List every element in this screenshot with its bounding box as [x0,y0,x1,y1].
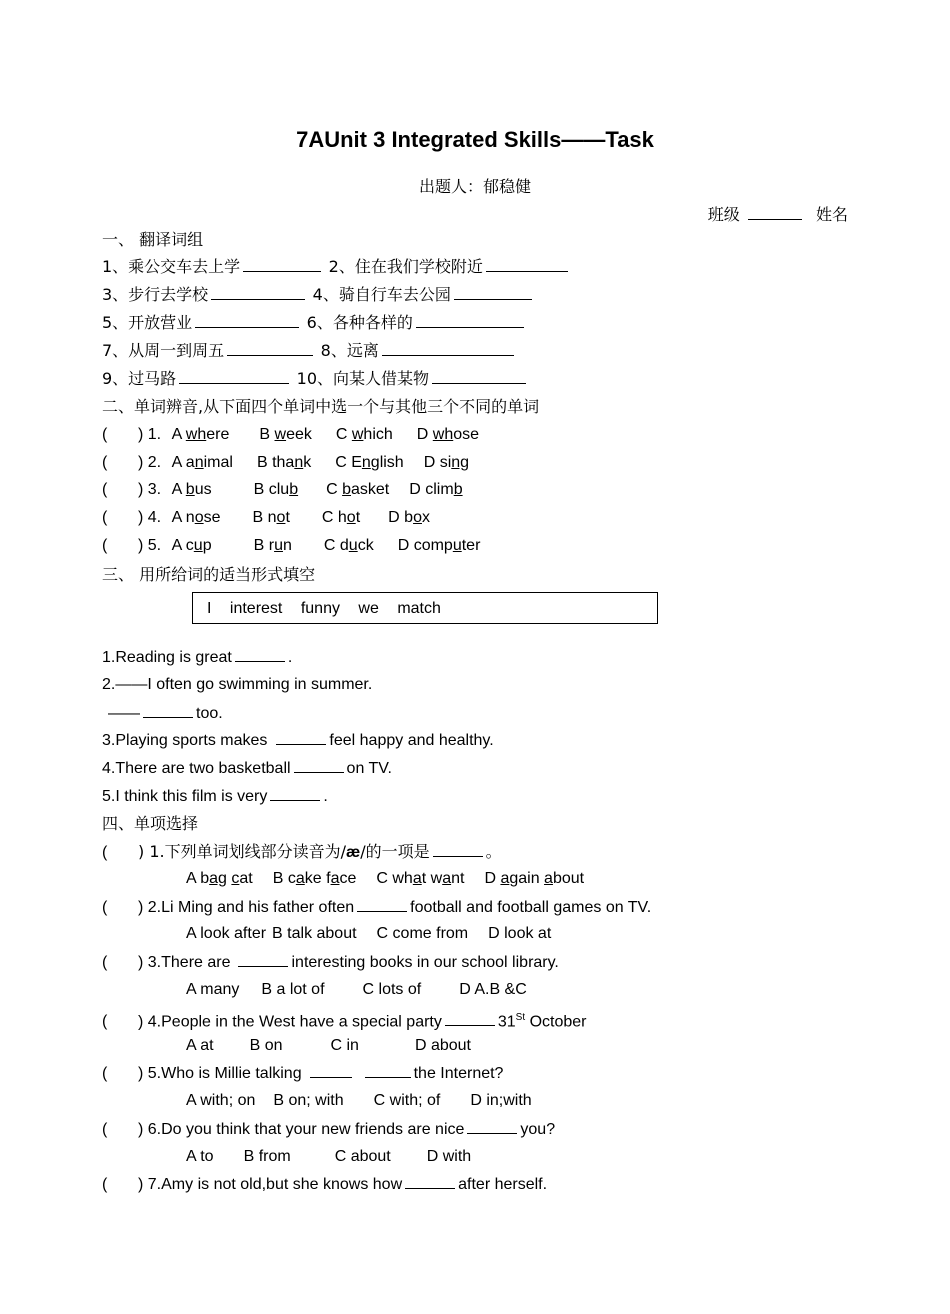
word-option[interactable]: A bus [171,481,212,498]
answer-paren[interactable]: ( [102,1176,108,1193]
word-option[interactable]: D climb [409,481,463,498]
question-text: ) 4.People in the West have a special party [138,1013,442,1031]
word-bank-box [192,592,658,624]
s1-row-3 [102,311,527,335]
answer-blank[interactable] [270,784,320,801]
s2-question-3 [102,478,463,502]
question-number: ) 3. [138,481,166,498]
word-option[interactable]: C which [335,426,393,443]
answer-paren[interactable]: ( [102,1065,108,1082]
s4-q1-options [186,867,584,891]
question-text: on TV. [346,760,392,777]
option[interactable]: A with; on [186,1092,256,1109]
word-option[interactable]: D sing [423,454,470,471]
word-bank-item: match [397,600,441,617]
s1-item-7: 7、从周一到周五 [102,341,225,360]
question-text: ) 3.There are [138,954,231,971]
s3-question-2: 2.——I often go swimming in summer. [102,676,373,693]
answer-paren[interactable]: ( [102,454,108,471]
question-text: 3.Playing sports makes [102,732,268,749]
answer-blank[interactable] [294,756,344,773]
answer-paren[interactable]: ( [102,1121,108,1138]
answer-blank[interactable] [445,1009,495,1026]
s1-row-5 [102,367,529,391]
answer-blank[interactable] [433,840,483,857]
question-text: 1.Reading is great [102,649,232,666]
word-option[interactable]: B run [253,537,292,554]
section3-heading: 三、 用所给词的适当形式填空 [102,565,316,584]
answer-blank[interactable] [195,311,299,328]
question-number: ) 5. [138,537,166,554]
s2-question-2 [102,451,469,475]
s2-question-1 [102,423,479,447]
author-line: 出题人：郁稳健 [418,177,531,196]
word-option[interactable]: B thank [256,454,312,471]
s4-question-2 [102,895,651,919]
s3-question-4 [102,756,392,780]
s4-question-3 [102,950,559,974]
answer-blank[interactable] [238,950,288,967]
option[interactable]: B from [243,1148,291,1165]
word-option[interactable]: A where [171,426,230,443]
option[interactable]: A look after [186,925,267,942]
word-option[interactable]: D box [388,509,430,526]
question-text: ) 2.Li Ming and his father often [138,899,355,916]
option[interactable]: B on [249,1037,283,1054]
answer-paren[interactable]: ( [102,844,108,861]
s4-question-6 [102,1117,555,1141]
answer-blank[interactable] [179,367,289,384]
question-text: ) 1.下列单词划线部分读音为/ [138,842,346,861]
option[interactable]: C come from [376,925,469,942]
answer-blank[interactable] [227,339,313,356]
phonetic-symbol: æ [346,844,361,861]
answer-blank[interactable] [211,283,305,300]
question-number: ) 1. [138,426,166,443]
word-option[interactable]: B week [259,426,312,443]
s1-row-2 [102,283,535,307]
class-name-line [708,202,848,225]
class-label: 班级 [707,205,740,224]
word-option[interactable]: D whose [416,426,480,443]
s2-question-5 [102,534,480,558]
answer-blank[interactable] [365,1061,411,1078]
question-text: football and football games on TV. [410,899,652,916]
answer-blank[interactable] [416,311,524,328]
option[interactable]: A at [186,1037,214,1054]
answer-paren[interactable]: ( [102,954,108,971]
s4-question-7 [102,1172,547,1196]
name-label: 姓名 [815,205,848,224]
question-text: ) 7.Amy is not old,but she knows how [138,1176,403,1193]
option[interactable]: B a lot of [261,981,325,998]
question-text: interesting books in our school library. [291,954,559,971]
option[interactable]: D about [414,1037,471,1054]
word-option[interactable]: C English [335,454,404,471]
word-bank-item: I [207,600,212,617]
s1-item-6: 6、各种各样的 [306,313,413,332]
s1-item-3: 3、步行去学校 [102,285,209,304]
option[interactable]: C about [334,1148,391,1165]
answer-blank[interactable] [382,339,514,356]
s1-item-4: 4、骑自行车去公园 [312,285,451,304]
s4-question-5 [102,1061,503,1085]
option[interactable]: D A.B &C [459,981,527,998]
question-text: ) 5.Who is Millie talking [138,1065,302,1082]
answer-paren[interactable]: ( [102,899,108,916]
answer-paren[interactable]: ( [102,509,108,526]
word-option[interactable]: A animal [171,454,233,471]
option[interactable]: B on; with [273,1092,344,1109]
word-option[interactable]: A nose [171,509,221,526]
s2-question-4 [102,506,430,530]
section1-heading: 一、 翻译词组 [102,230,204,249]
answer-blank[interactable] [357,895,407,912]
s4-q3-options [186,978,549,1002]
word-option[interactable]: C duck [323,537,374,554]
answer-paren[interactable]: ( [102,537,108,554]
question-number: ) 2. [138,454,166,471]
answer-blank[interactable] [310,1061,352,1078]
question-text: ) 6.Do you think that your new friends are nice [138,1121,465,1138]
answer-paren[interactable]: ( [102,481,108,498]
question-text: 4.There are two basketball [102,760,291,777]
word-bank-item: interest [229,600,283,617]
s1-item-5: 5、开放营业 [102,313,193,332]
s3-question-3 [102,728,494,752]
word-option[interactable]: A cup [171,537,212,554]
answer-blank[interactable] [243,255,321,272]
answer-blank[interactable] [486,255,568,272]
word-option[interactable]: C hot [321,509,361,526]
option[interactable]: D with [426,1148,472,1165]
question-text: the Internet? [413,1065,504,1082]
s4-q6-options [186,1145,493,1169]
option[interactable]: D look at [488,925,552,942]
s1-item-2: 2、住在我们学校附近 [328,257,483,276]
class-blank[interactable] [748,203,802,220]
s4-question-4 [102,1006,586,1030]
answer-blank[interactable] [276,728,326,745]
s1-item-1: 1、乘公交车去上学 [102,257,241,276]
page-title: 7AUnit 3 Integrated Skills——Task [296,127,654,152]
s4-q2-options [186,922,573,946]
question-text: 。 [485,842,502,861]
superscript: St [515,1012,526,1023]
answer-blank[interactable] [235,645,285,662]
option[interactable]: D again about [484,870,585,887]
option[interactable]: A bag cat [186,870,253,887]
word-option[interactable]: B club [253,481,299,498]
question-text: 5.I think this film is very [102,788,268,805]
option[interactable]: C with; of [373,1092,441,1109]
option[interactable]: C in [330,1037,359,1054]
option[interactable]: B cake face [272,870,357,887]
s1-item-10: 10、向某人借某物 [296,369,430,388]
question-number: ) 4. [138,509,166,526]
option[interactable]: A to [186,1148,214,1165]
answer-blank[interactable] [432,367,526,384]
option[interactable]: A many [186,981,240,998]
question-text: feel happy and healthy. [329,732,494,749]
s4-q4-options [186,1034,493,1058]
option[interactable]: D in;with [470,1092,532,1109]
question-text: after herself. [458,1176,548,1193]
s1-item-8: 8、远离 [320,341,379,360]
section2-heading: 二、单词辨音,从下面四个单词中选一个与其他三个不同的单词 [102,397,540,416]
s3-question-2-reply [108,701,223,725]
answer-blank[interactable] [467,1117,517,1134]
answer-paren[interactable]: ( [102,426,108,443]
question-text: too. [196,705,223,722]
section4-heading: 四、单项选择 [102,814,199,833]
option[interactable]: C lots of [362,981,422,998]
answer-blank[interactable] [405,1172,455,1189]
question-text: 31 [497,1013,516,1031]
word-bank-item: we [358,600,379,617]
option[interactable]: C what want [376,870,465,887]
s3-question-1 [102,645,292,669]
s4-question-1 [102,840,502,864]
question-text: . [323,788,328,805]
question-text: /的一项是 [360,842,430,861]
s3-question-5 [102,784,328,808]
question-text: —— [108,705,140,722]
answer-blank[interactable] [454,283,532,300]
answer-blank[interactable] [143,701,193,718]
word-option[interactable]: D computer [397,537,481,554]
s4-q5-options [186,1089,554,1113]
word-option[interactable]: C basket [326,481,390,498]
s1-item-9: 9、过马路 [102,369,177,388]
question-text: October [525,1013,587,1031]
s1-row-1 [102,255,571,279]
word-option[interactable]: B not [252,509,290,526]
option[interactable]: B talk about [272,925,357,942]
question-text: you? [520,1121,556,1138]
question-text: . [287,649,293,666]
word-bank-item: funny [300,600,340,617]
s1-row-4 [102,339,517,363]
answer-paren[interactable]: ( [102,1013,108,1031]
